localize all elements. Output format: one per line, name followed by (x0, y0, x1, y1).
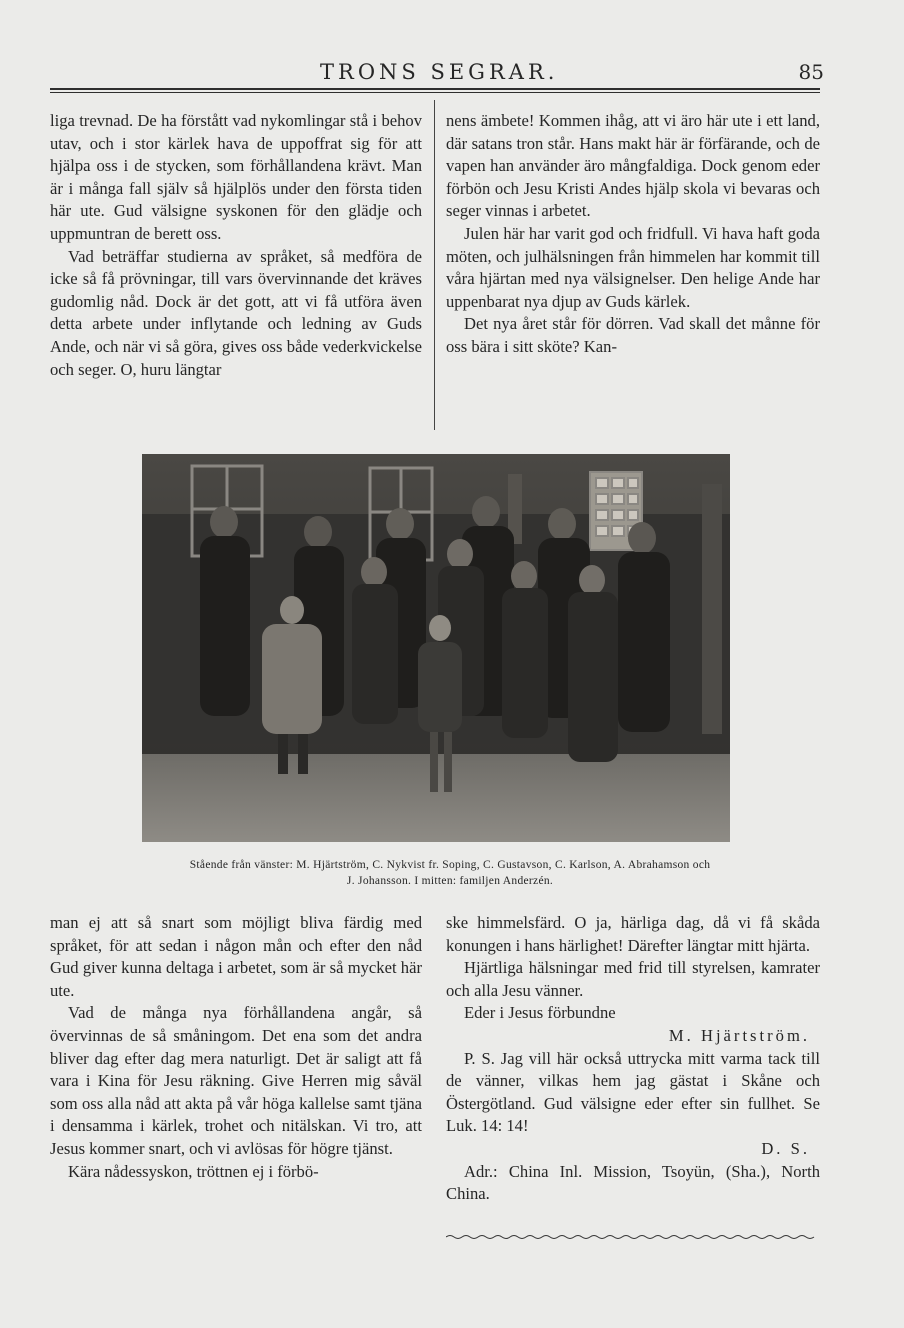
article-column-top-left (50, 110, 422, 381)
photo-caption (60, 857, 840, 889)
paragraph: ske himmelsfärd. O ja, härliga dag, då vi få skåda konungen i hans härlighet! Därefter längtar mitt hjärta. (446, 913, 820, 955)
paragraph: liga trevnad. De ha förstått vad nykomlingar stå i behov utav, och i stor kärlek hava de uppoffrat sig för att hjälpa oss i de stycken, som förhållandena krävt. Man är i många fall själv så hjälplös under den första tiden här ute. Gud välsigne syskonen för den glädje och uppmuntran de berett oss. (50, 111, 422, 243)
paragraph: Vad de många nya förhållandena angår, så övervinnas de så småningom. Det ena som det andra bliver dag efter dag mera naturligt. Det är saligt att få vara i Kina för Jesu räkning. Give Herren mig såväl som oss alla nåd att akta på vår höga kallelse samt tjäna i densamma i kärlek, trohet och nitälskan. Vi tro, att Jesus kommer snart, och vi avlösas för högre tjänst. (50, 1003, 422, 1158)
article-column-bottom-left (50, 912, 422, 1183)
group-photograph (142, 454, 730, 842)
paragraph: Eder i Jesus förbundne (464, 1003, 616, 1023)
wall-post (702, 484, 722, 734)
group-photo-image (142, 454, 730, 842)
caption-line: Stående från vänster: M. Hjärtström, C. Nykvist fr. Soping, C. Gustavson, C. Karlson, A. Abrahamson och (189, 859, 711, 871)
paragraph: Det nya året står för dörren. Vad skall det månne för oss bära i sitt sköte? Kan- (446, 314, 820, 356)
page-number: 85 (798, 60, 824, 84)
paragraph: Hjärtliga hälsningar med frid till styrelsen, kamrater och alla Jesu vänner. (446, 958, 820, 1000)
article-column-bottom-right (446, 912, 820, 1206)
caption-line: J. Johansson. I mitten: familjen Anderzén. (346, 875, 554, 887)
postscript: P. S. Jag vill här också uttrycka mitt varma tack till de vänner, vilkas hem jag gästat i Skåne och Östergötland. Gud välsigne eder efter sin fullhet. Se Luk. 14: 14! (446, 1048, 820, 1136)
article-column-top-right (446, 110, 820, 359)
journal-title: TRONS SEGRAR. (320, 60, 559, 84)
address: Adr.: China Inl. Mission, Tsoyün, (Sha.), North China. (446, 1161, 820, 1204)
column-divider (434, 100, 435, 430)
paragraph: man ej att så snart som möjligt bliva färdig med språket, för att sedan i någon mån och efter den nåd Gud giver kunna deltaga i arbetet, som är så mycket här ute. (50, 913, 422, 1000)
paragraph: Julen här har varit god och fridfull. Vi hava haft goda möten, och julhälsningen från himmelen har kommit till våra hjärtan med nya välsignelser. Den helige Ande har uppenbarat nya djup av Guds kärlek. (446, 223, 820, 311)
paragraph: Vad beträffar studierna av språket, så medföra de icke så få prövningar, till vars övervinnande det kräves gudomlig nåd. Dock är det gott, att vi få utföra även detta arbete under inflytande och ledning av Guds Ande, och när vi så göra, gives oss både vederkvickelse och seger. O, huru längtar (50, 246, 422, 379)
paragraph: Kära nådessyskon, tröttnen ej i förbö- (68, 1161, 319, 1181)
signature: M. Hjärtström. (668, 1025, 810, 1045)
initials: D. S. (761, 1138, 810, 1158)
header-rule-thin (50, 92, 820, 93)
ornamental-end-rule (446, 1234, 820, 1240)
header-rule (50, 88, 820, 90)
paragraph: nens ämbete! Kommen ihåg, att vi äro här ute i ett land, där satans tron står. Hans makt här är förfärande, och de vapen han använder äro mångfaldiga. Dock genom eder förbön och Jesu Kristi Andes hjälp skola vi bevaras och seger vinnas i arbetet. (446, 111, 820, 221)
